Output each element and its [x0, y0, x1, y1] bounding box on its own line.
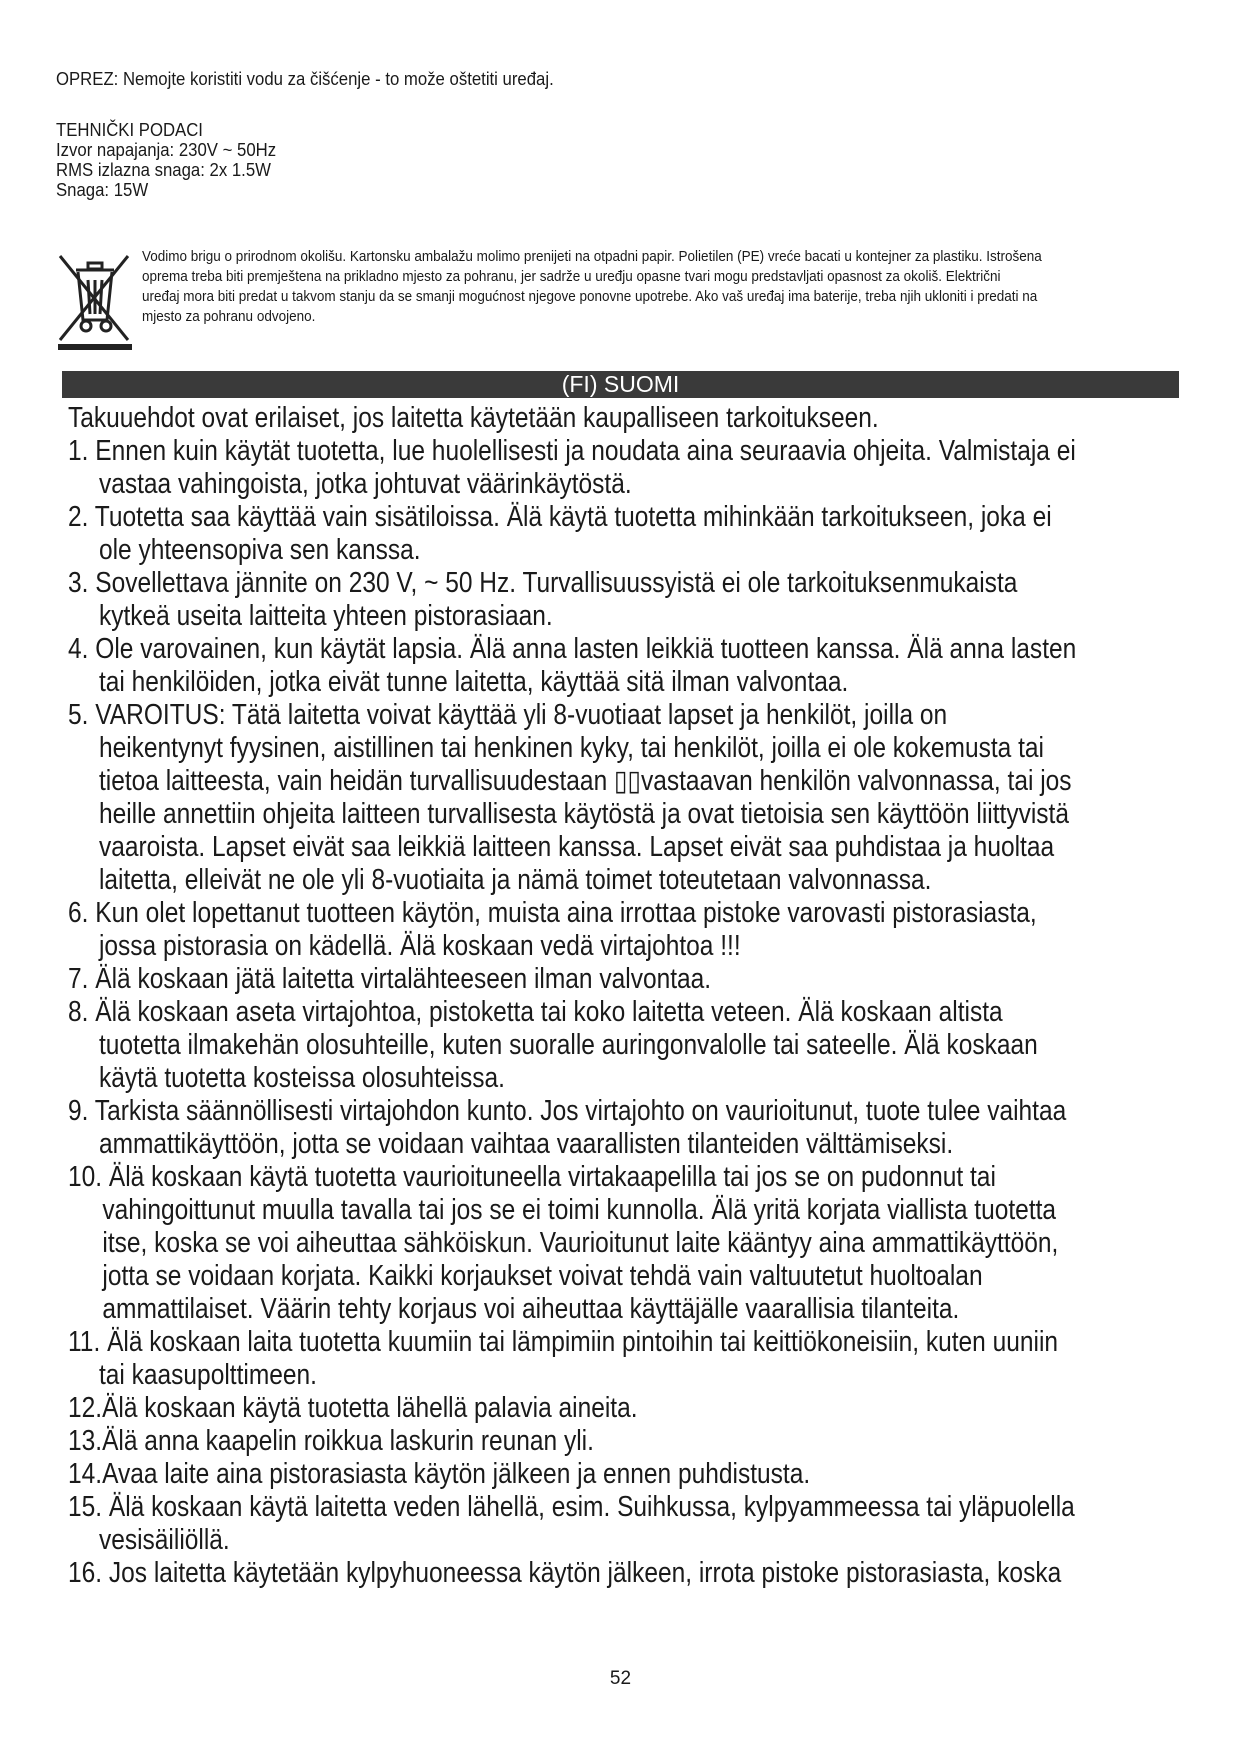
list-item-continuation: tai henkilöiden, jotka eivät tunne laitetta, käyttää sitä ilman valvontaa.: [98, 666, 849, 698]
list-item-continuation: tietoa laitteesta, vain heidän turvallisuudestaan ▯▯vastaavan henkilön valvonnassa, tai jos: [98, 765, 1072, 797]
environment-notice: [142, 247, 1078, 327]
list-item: 12.Älä koskaan käytä tuotetta lähellä palavia aineita.: [68, 1392, 638, 1424]
finnish-instructions: [68, 402, 1178, 1590]
list-item-continuation: jotta se voidaan korjata. Kaikki korjaukset voivat tehdä vain valtuutetut huoltoalan: [102, 1260, 983, 1292]
technical-data-heading: TEHNIČKI PODACI: [56, 120, 203, 140]
technical-data-line: Snaga: 15W: [56, 180, 149, 200]
page-number: 52: [609, 1668, 632, 1689]
intro-line: Takuuehdot ovat erilaiset, jos laitetta käytetään kaupalliseen tarkoitukseen.: [68, 402, 879, 434]
list-item: 3. Sovellettava jännite on 230 V, ~ 50 Hz. Turvallisuussyistä ei ole tarkoituksenmukaista: [68, 567, 1018, 599]
list-item-continuation: vahingoittunut muulla tavalla tai jos se ei toimi kunnolla. Älä yritä korjata viallista tuotetta: [102, 1194, 1057, 1226]
list-item-continuation: ammattilaiset. Väärin tehty korjaus voi aiheuttaa käyttäjälle vaarallisia tilanteita.: [102, 1293, 960, 1325]
list-item-continuation: vesisäiliöllä.: [98, 1524, 230, 1556]
cleaning-warning: OPREZ: Nemojte koristiti vodu za čišćenje - to može oštetiti uređaj.: [56, 69, 554, 89]
list-item: 4. Ole varovainen, kun käytät lapsia. Älä anna lasten leikkiä tuotteen kanssa. Älä anna lasten: [68, 633, 1077, 665]
technical-data-line: RMS izlazna snaga: 2x 1.5W: [56, 160, 271, 180]
list-item-continuation: tuotetta ilmakehän olosuhteille, kuten suoralle auringonvalolle tai sateelle. Älä koskaan: [98, 1029, 1038, 1061]
list-item-continuation: itse, koska se voi aiheuttaa sähköiskun. Vaurioitunut laite kääntyy aina ammattikäyttöön,: [102, 1227, 1059, 1259]
list-item: 11. Älä koskaan laita tuotetta kuumiin tai lämpimiin pintoihin tai keittiökoneisiin, kuten uuniin: [68, 1326, 1059, 1358]
list-item: 10. Älä koskaan käytä tuotetta vaurioituneella virtakaapelilla tai jos se on pudonnut tai: [68, 1161, 996, 1193]
technical-data-line: Izvor napajanja: 230V ~ 50Hz: [56, 140, 277, 160]
list-item-continuation: laitetta, elleivät ne ole yli 8-vuotiaita ja nämä toimet toteutetaan valvonnassa.: [98, 864, 932, 896]
list-item-continuation: vastaa vahingoista, jotka johtuvat väärinkäytöstä.: [98, 468, 632, 500]
list-item: 1. Ennen kuin käytät tuotetta, lue huolellisesti ja noudata aina seuraavia ohjeita. Valmistaja ei: [68, 435, 1076, 467]
list-item: 16. Jos laitetta käytetään kylpyhuoneessa käytön jälkeen, irrota pistoke pistorasiasta, koska: [68, 1557, 1062, 1589]
list-item-continuation: ole yhteensopiva sen kanssa.: [98, 534, 421, 566]
environment-line: oprema treba biti premještena na prikladno mjesto za pohranu, jer sadrže u uređju opasne tvari mogu predstavljati opasnost za okoliš. Električni: [142, 268, 1001, 285]
list-item: 5. VAROITUS: Tätä laitetta voivat käyttää yli 8-vuotiaat lapset ja henkilöt, joilla on: [68, 699, 948, 731]
environment-line: uređaj mora biti predat u takvom stanju da se smanji mogućnost njegove ponovne upotrebe. Ako vaš uređaj ima baterije, treba njih ukloniti i predati na: [142, 288, 1038, 305]
list-item-continuation: jossa pistorasia on kädellä. Älä koskaan vedä virtajohtoa !!!: [98, 930, 741, 962]
list-item: 9. Tarkista säännöllisesti virtajohdon kunto. Jos virtajohto on vaurioitunut, tuote tulee vaihtaa: [68, 1095, 1067, 1127]
environment-line: Vodimo brigu o prirodnom okolišu. Kartonsku ambalažu molimo prenijeti na otpadni papir. Polietilen (PE) vreće bacati u kontejner za plastiku. Istrošena: [142, 248, 1042, 265]
list-item-continuation: käytä tuotetta kosteissa olosuhteissa.: [98, 1062, 505, 1094]
crossed-bin-icon: [54, 250, 134, 350]
section-title-bar: (FI) SUOMI: [62, 371, 1179, 398]
list-item-continuation: vaaroista. Lapset eivät saa leikkiä laitteen kanssa. Lapset eivät saa puhdistaa ja huoltaa: [98, 831, 1055, 863]
environment-line: mjesto za pohranu odvojeno.: [142, 308, 316, 325]
list-item-continuation: heikentynyt fyysinen, aistillinen tai henkinen kyky, tai henkilöt, joilla ei ole kokemusta tai: [98, 732, 1045, 764]
list-item-continuation: kytkeä useita laitteita yhteen pistorasiaan.: [98, 600, 553, 632]
list-item: 2. Tuotetta saa käyttää vain sisätiloissa. Älä käytä tuotetta mihinkään tarkoitukseen, joka ei: [68, 501, 1052, 533]
list-item: 13.Älä anna kaapelin roikkua laskurin reunan yli.: [68, 1425, 594, 1457]
list-item-continuation: ammattikäyttöön, jotta se voidaan vaihtaa vaarallisten tilanteiden välttämiseksi.: [98, 1128, 954, 1160]
list-item: 15. Älä koskaan käytä laitetta veden lähellä, esim. Suihkussa, kylpyammeessa tai yläpuolella: [68, 1491, 1075, 1523]
list-item-continuation: heille annettiin ohjeita laitteen turvallisesta käytöstä ja ovat tietoisia sen käyttöön liittyvistä: [98, 798, 1069, 830]
list-item: 14.Avaa laite aina pistorasiasta käytön jälkeen ja ennen puhdistusta.: [68, 1458, 811, 1490]
list-item: 6. Kun olet lopettanut tuotteen käytön, muista aina irrottaa pistoke varovasti pistorasiasta,: [68, 897, 1037, 929]
list-item: 8. Älä koskaan aseta virtajohtoa, pistoketta tai koko laitetta veteen. Älä koskaan altista: [68, 996, 1003, 1028]
list-item-continuation: tai kaasupolttimeen.: [98, 1359, 317, 1391]
technical-data: [56, 120, 276, 200]
list-item: 7. Älä koskaan jätä laitetta virtalähteeseen ilman valvontaa.: [68, 963, 712, 995]
